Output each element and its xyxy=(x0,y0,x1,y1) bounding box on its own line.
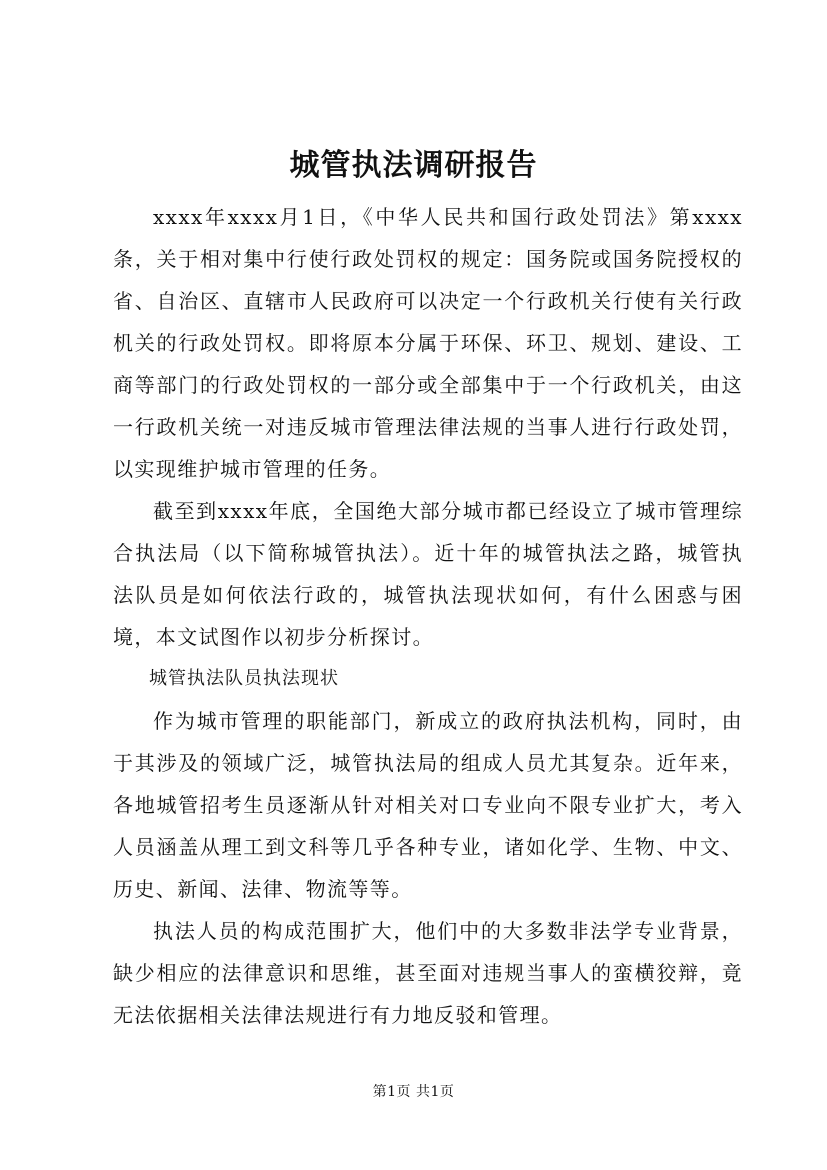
section-heading: 城管执法队员执法现状 xyxy=(149,668,339,689)
paragraph-composition: 作为城市管理的职能部门，新成立的政府执法机构，同时，由于其涉及的领域广泛，城管执法局的组成人员尤其复杂。近年来，各地城管招考生员逐渐从针对相关对口专业向不限专业扩大，考入人员涵盖从理工到文科等几乎各种专业，诸如化学、生物、中文、历史、新闻、法律、物流等等。 xyxy=(113,709,743,901)
paragraph-intro: xxxx年xxxx月1日，《中华人民共和国行政处罚法》第xxxx条，关于相对集中行使行政处罚权的规定：国务院或国务院授权的省、自治区、直辖市人民政府可以决定一个行政机关行使有关行政机关的行政处罚权。即将原本分属于环保、环卫、规划、建设、工商等部门的行政处罚权的一部分或全部集中于一个行政机关，由这一行政机关统一对违反城市管理法律法规的当事人进行行政处罚，以实现维护城市管理的任务。 xyxy=(113,205,743,481)
page-footer: 第1页 共1页 xyxy=(372,1084,455,1100)
document-body xyxy=(113,196,743,1036)
document-title: 城管执法调研报告 xyxy=(289,148,538,183)
paragraph-background: 截至到xxxx年底，全国绝大部分城市都已经设立了城市管理综合执法局（以下简称城管执法）。近十年的城管执法之路，城管执法队员是如何依法行政的，城管执法现状如何，有什么困惑与困境，本文试图作以初步分析探讨。 xyxy=(113,499,743,649)
paragraph-problems: 执法人员的构成范围扩大，他们中的大多数非法学专业背景，缺少相应的法律意识和思维，甚至面对违规当事人的蛮横狡辩，竟无法依据相关法律法规进行有力地反驳和管理。 xyxy=(113,919,743,1027)
